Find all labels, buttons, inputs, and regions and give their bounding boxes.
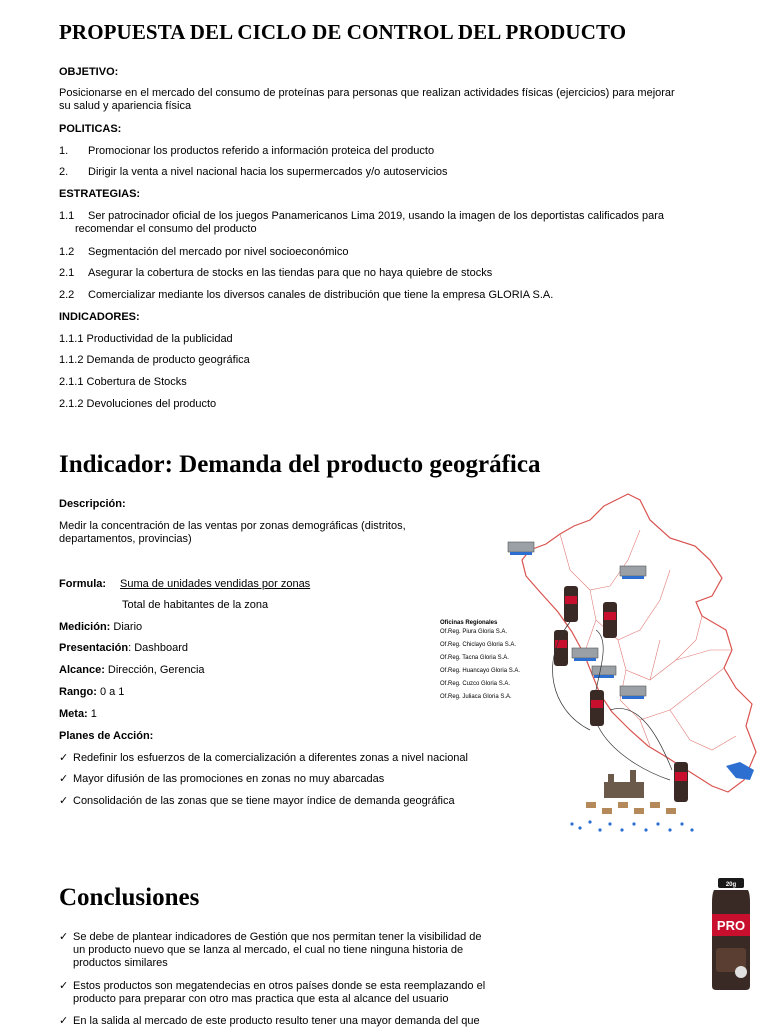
office-icon	[508, 542, 534, 555]
legend-title: Oficinas Regionales	[440, 620, 498, 626]
meta-row: Meta: 1	[59, 708, 97, 720]
indicador-item: 2.1.2 Devoluciones del producto	[59, 398, 217, 410]
objetivo-label: OBJETIVO:	[59, 66, 119, 78]
product-bottle-icon	[603, 602, 617, 638]
plan-item: ✓ Mayor difusión de las promociones en zonas no muy abarcadas	[59, 773, 385, 785]
formula-label: Formula:	[59, 578, 107, 590]
conclusion-item: ✓ Se debe de plantear indicadores de Gestión que nos permitan tener la visibilidad de	[59, 931, 482, 943]
formula-numerator: Suma de unidades vendidas por zonas	[120, 578, 311, 590]
medicion-row: Medición: Diario	[59, 621, 143, 633]
presentacion-row: Presentación: Dashboard	[59, 642, 189, 654]
descripcion-text-1: Medir la concentración de las ventas por zonas demográficas (distritos,	[59, 520, 406, 532]
indicator-heading: Indicador: Demanda del producto geográfica	[59, 451, 541, 478]
legend-item: Of.Reg. Tacna Gloria S.A.	[440, 655, 509, 661]
check-icon: ✓	[59, 980, 69, 992]
distribution-icons	[586, 802, 676, 814]
check-icon: ✓	[59, 752, 69, 764]
office-icon	[620, 686, 646, 699]
product-bottle-icon	[674, 762, 688, 802]
conclusion-item-cont: producto para preparar con otro mas practica que esta al alcance del usuario	[73, 993, 449, 1005]
conclusiones-heading: Conclusiones	[59, 884, 200, 911]
rango-row: Rango: 0 a 1	[59, 686, 125, 698]
formula-denominator: Total de habitantes de la zona	[122, 599, 269, 611]
descripcion-label: Descripción:	[59, 498, 126, 510]
office-icon	[592, 666, 616, 678]
plan-item: ✓ Redefinir los esfuerzos de la comercialización a diferentes zonas a nivel nacional	[59, 752, 468, 764]
politica-item: 1. Promocionar los productos referido a información proteica del producto	[59, 145, 435, 157]
factory-icon	[604, 770, 644, 798]
conclusion-item: ✓ Estos productos son megatendecias en otros países donde se esta reemplazando el	[59, 980, 486, 992]
plan-item: ✓ Consolidación de las zonas que se tiene mayor índice de demanda geográfica	[59, 795, 455, 807]
page-title: PROPUESTA DEL CICLO DE CONTROL DEL PRODUCTO	[59, 20, 627, 44]
check-icon: ✓	[59, 795, 69, 807]
estrategias-label: ESTRATEGIAS:	[59, 188, 141, 200]
product-bottle-icon	[564, 586, 578, 622]
legend-item: Of.Reg. Juliaca Gloria S.A.	[440, 694, 512, 700]
indicador-item: 1.1.2 Demanda de producto geográfica	[59, 354, 250, 366]
check-icon: ✓	[59, 773, 69, 785]
check-icon: ✓	[59, 931, 69, 943]
office-icon	[572, 648, 598, 661]
product-top-label: 20g	[725, 882, 737, 888]
politica-item: 2. Dirigir la venta a nivel nacional hacia los supermercados y/o autoservicios	[59, 166, 448, 178]
conclusion-item-cont: productos similares	[73, 957, 168, 969]
conclusion-item: ✓ En la salida al mercado de este producto resulto tener una mayor demanda del que	[59, 1015, 480, 1027]
check-icon: ✓	[59, 1015, 69, 1027]
indicador-item: 1.1.1 Productividad de la publicidad	[59, 333, 233, 345]
indicadores-label: INDICADORES:	[59, 311, 140, 323]
estrategia-item-cont: recomendar el consumo del producto	[75, 223, 257, 235]
product-bottle-icon	[590, 690, 604, 726]
regional-offices-legend	[440, 620, 550, 704]
indicador-item: 2.1.1 Cobertura de Stocks	[59, 376, 187, 388]
legend-item: Of.Reg. Chiclayo Gloria S.A.	[440, 642, 517, 648]
customer-dots	[570, 820, 693, 831]
product-label: PRO	[716, 918, 746, 933]
legend-item: Of.Reg. Cuzco Gloria S.A.	[440, 681, 511, 687]
legend-item: Of.Reg. Piura Gloria S.A.	[440, 629, 508, 635]
conclusion-item-cont: un producto nuevo que se lanza al mercado, el cual no tiene ninguna historia de	[73, 944, 464, 956]
estrategia-item: 2.2 Comercializar mediante los diversos canales de distribución que tiene la empresa GLORIA S.A.	[59, 289, 554, 301]
office-icon	[620, 566, 646, 579]
estrategia-item: 1.2 Segmentación del mercado por nivel socioeconómico	[59, 246, 349, 258]
objetivo-text-1: Posicionarse en el mercado del consumo de proteínas para personas que realizan actividades físicas (ejercicios) para mejorar	[59, 87, 675, 99]
product-bottle-image	[708, 878, 754, 992]
estrategia-item: 1.1 Ser patrocinador oficial de los juegos Panamericanos Lima 2019, usando la imagen de los deportistas calificados para	[59, 210, 665, 222]
descripcion-text-2: departamentos, provincias)	[59, 533, 192, 545]
politicas-label: POLITICAS:	[59, 123, 122, 135]
alcance-row: Alcance: Dirección, Gerencia	[59, 664, 205, 676]
planes-label: Planes de Acción:	[59, 730, 154, 742]
legend-item: Of.Reg. Huancayo Gloria S.A.	[440, 668, 521, 674]
objetivo-text-2: su salud y apariencia física	[59, 100, 192, 112]
estrategia-item: 2.1 Asegurar la cobertura de stocks en las tiendas para que no haya quiebre de stocks	[59, 267, 493, 279]
